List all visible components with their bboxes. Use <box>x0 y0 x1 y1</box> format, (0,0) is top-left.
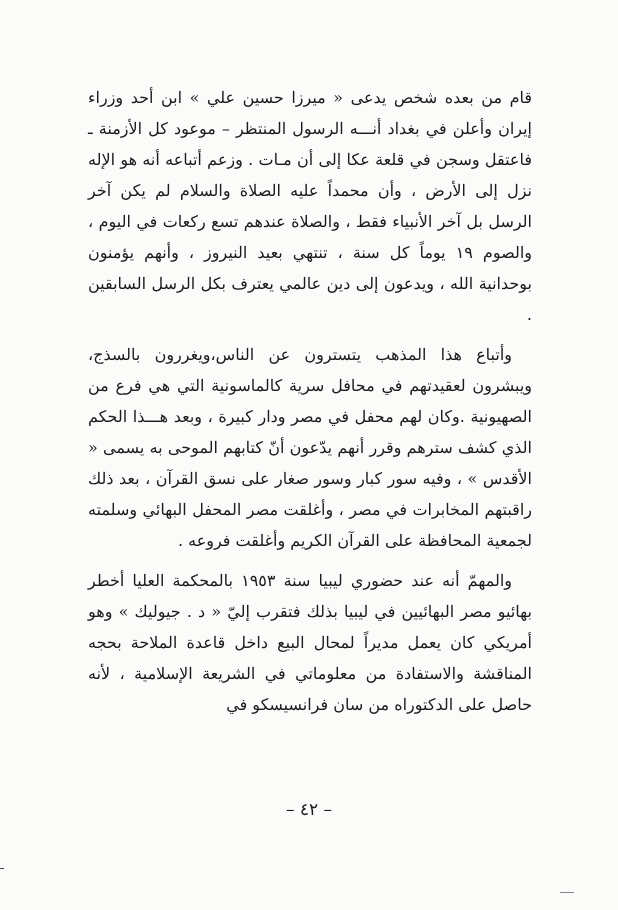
page-number: – ٤٢ – <box>285 800 333 820</box>
paragraph-bahaullah-claims: قام من بعده شخص يدعى « ميرزا حسين علي » ابن أحد وزراء إيران وأعلن في بغداد أنـــه الرسول المنتظر – موعود كل الأزمنة ـ فاعتقل وسجن في قلعة عكا إلى أن مـات . وزعم أتباعه أنه هو الإله نزل إلى الأرض ، وأن محمداً عليه الصلاة والسلام لم يكن آخر الرسل بل آخر الأنبياء فقط ، والصلاة عندهم تسع ركعات في اليوم ، والصوم ١٩ يوماً كل سنة ، تنتهي بعيد النيروز ، وأنهم يؤمنون بوحدانية الله ، ويدعون إلى دين عالمي يعترف بكل الرسل السابقين . <box>88 88 533 324</box>
paragraph-libya-encounter: والمهمّ أنه عند حضوري ليبيا سنة ١٩٥٣ بالمحكمة العليا أخطر بهائيو مصر البهائيين في ليبيا بذلك فتقرب إليّ « د . جيوليك » وهو أمريكي كان يعمل مديراً لمحال البيع داخل قاعدة الملاحة بحجه المناقشة والاستفادة من معلوماتي في الشريعة الإسلامية ، لأنه حاصل على الدكتوراه من سان فرانسيسكو في <box>88 571 532 714</box>
paragraph-followers-secrecy: وأتباع هذا المذهب يتسترون عن الناس،ويغررون بالسذج، ويبشرون لعقيدتهم في محافل سرية كالماسونية التي هي فرع من الصهيونية .وكان لهم محفل في مصر ودار كبيرة ، وبعد هـــذا الحكم الذي كشف سترهم وقرر أنهم يدّعون أنّ كتابهم الموحى به يسمى « الأقدس » ، وفيه سور كبار وسور صغار على نسق القرآن ، بعد ذلك راقبتهم المخابرات في مصر ، وأغلقت مصر المحفل البهائي وسلمته لجمعية المحافظة على القرآن الكريم وأغلقت فروعه . <box>88 345 532 550</box>
body-text <box>88 82 532 729</box>
scan-edge-mark <box>560 892 574 893</box>
scan-edge-mark <box>0 868 4 869</box>
